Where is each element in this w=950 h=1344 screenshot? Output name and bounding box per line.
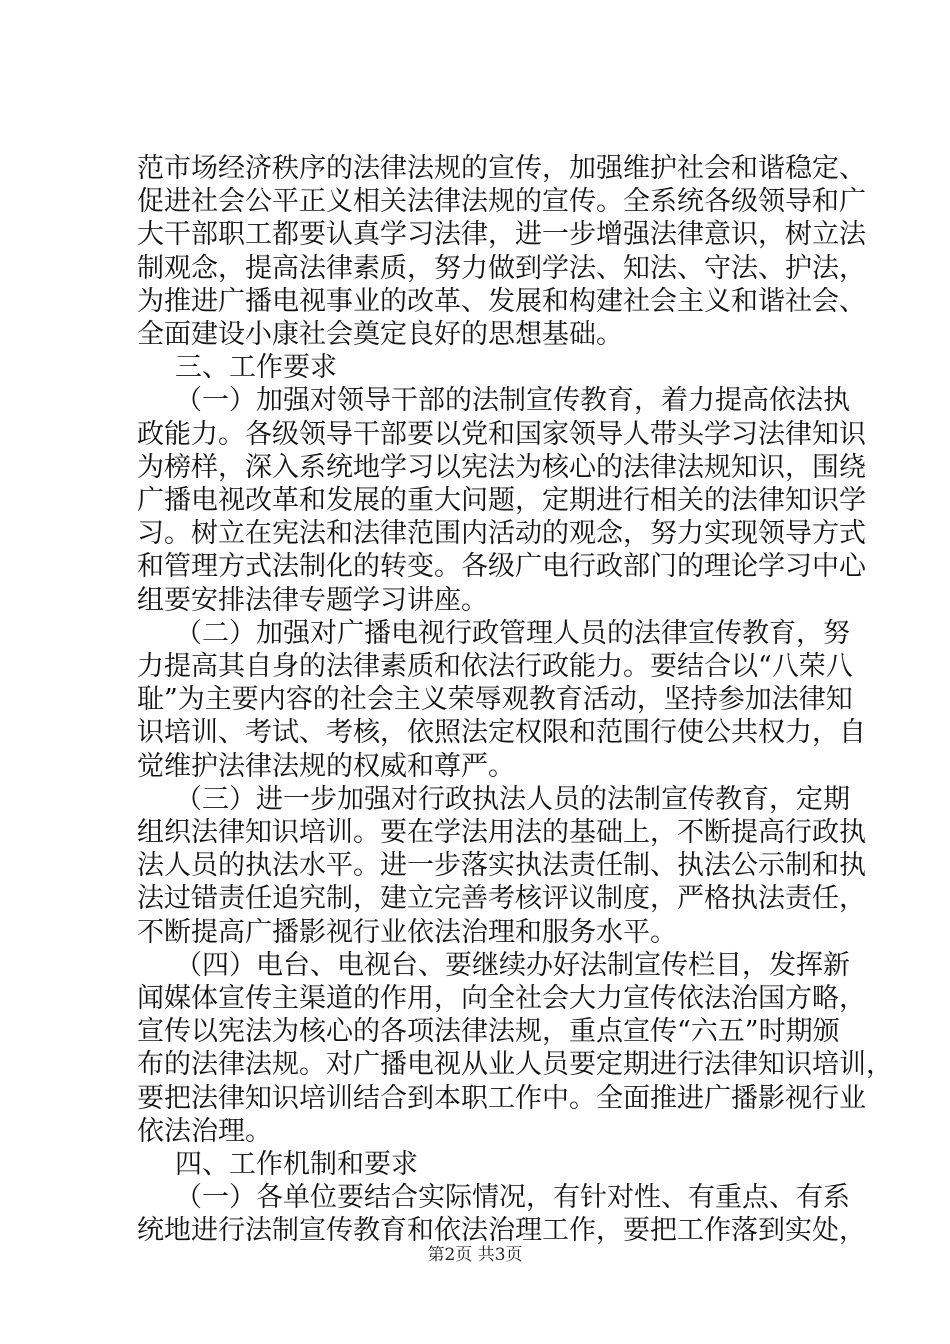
text-line: 依法治理。 xyxy=(137,1115,272,1147)
text-line: 力提高其自身的法律素质和依法行政能力。要结合以“八荣八 xyxy=(137,651,853,682)
text-line: 统地进行法制宣传教育和依法治理工作，要把工作落到实处， xyxy=(137,1215,866,1247)
text-line: （一）各单位要结合实际情况，有针对性、有重点、有系 xyxy=(175,1182,850,1214)
text-line: （一）加强对领导干部的法制宣传教育，着力提高依法执 xyxy=(175,385,850,417)
section-heading: 四、工作机制和要求 xyxy=(175,1149,418,1180)
text-line: 大干部职工都要认真学习法律，进一步增强法律意识，树立法 xyxy=(137,219,866,251)
text-line: 法过错责任追究制，建立完善考核评议制度，严格执法责任， xyxy=(137,883,866,915)
text-line: 耻”为主要内容的社会主义荣辱观教育活动，坚持参加法律知 xyxy=(137,684,853,716)
text-line: 为榜样，深入系统地学习以宪法为核心的法律法规知识，围绕 xyxy=(137,451,866,483)
text-line: 要把法律知识培训结合到本职工作中。全面推进广播影视行业 xyxy=(137,1082,866,1114)
text-line: 全面建设小康社会奠定良好的思想基础。 xyxy=(137,319,623,350)
text-line: 布的法律法规。对广播电视从业人员要定期进行法律知识培训， xyxy=(137,1049,893,1081)
section-heading: 三、工作要求 xyxy=(175,352,337,384)
text-line: 范市场经济秩序的法律法规的宣传，加强维护社会和谐稳定、 xyxy=(137,153,866,184)
text-line: 宣传以宪法为核心的各项法律法规，重点宣传“六五”时期颁 xyxy=(137,1016,840,1048)
text-line: 广播电视改革和发展的重大问题，定期进行相关的法律知识学 xyxy=(137,485,866,516)
text-line: 和管理方式法制化的转变。各级广电行政部门的理论学习中心 xyxy=(137,551,866,583)
text-line: （二）加强对广播电视行政管理人员的法律宣传教育，努 xyxy=(175,617,850,649)
text-line: 觉维护法律法规的权威和尊严。 xyxy=(137,750,515,782)
text-line: 不断提高广播影视行业依法治理和服务水平。 xyxy=(137,916,677,948)
text-line: 政能力。各级领导干部要以党和国家领导人带头学习法律知识 xyxy=(137,418,866,450)
page-footer: 第2页 共3页 xyxy=(427,1245,523,1265)
text-line: 促进社会公平正义相关法律法规的宣传。全系统各级领导和广 xyxy=(137,186,866,218)
text-line: 法人员的执法水平。进一步落实执法责任制、执法公示制和执 xyxy=(137,850,866,882)
text-line: （三）进一步加强对行政执法人员的法制宣传教育，定期 xyxy=(175,783,850,815)
text-line: 为推进广播电视事业的改革、发展和构建社会主义和谐社会、 xyxy=(137,285,866,317)
text-line: 识培训、考试、考核，依照法定权限和范围行使公共权力，自 xyxy=(137,717,866,749)
text-line: 制观念，提高法律素质，努力做到学法、知法、守法、护法， xyxy=(137,252,866,284)
text-line: 组要安排法律专题学习讲座。 xyxy=(137,584,488,616)
text-line: 组织法律知识培训。要在学法用法的基础上，不断提高行政执 xyxy=(137,817,866,848)
text-line: 闻媒体宣传主渠道的作用，向全社会大力宣传依法治国方略， xyxy=(137,983,866,1014)
text-line: （四）电台、电视台、要继续办好法制宣传栏目，发挥新 xyxy=(175,949,850,981)
text-line: 习。树立在宪法和法律范围内活动的观念，努力实现领导方式 xyxy=(137,518,866,550)
